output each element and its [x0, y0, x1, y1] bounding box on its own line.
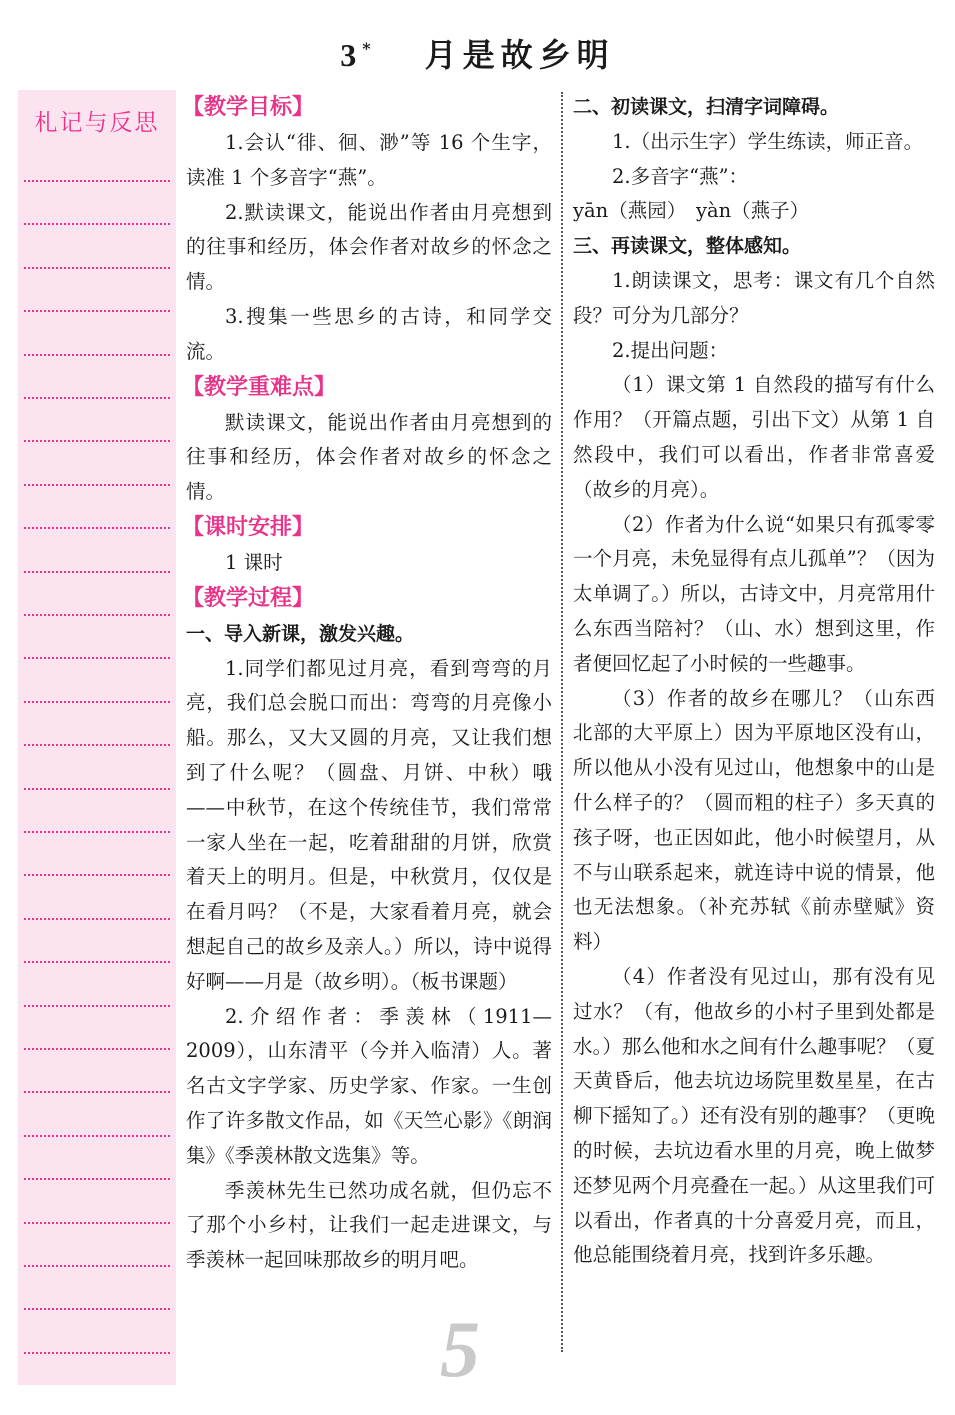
note-line	[24, 354, 170, 356]
lesson-title: 月是故乡明	[424, 36, 615, 74]
note-line	[24, 310, 170, 312]
note-line	[24, 657, 170, 659]
step-heading: 二、初读课文，扫清字词障碍。	[573, 96, 840, 118]
note-line	[24, 961, 170, 963]
note-line	[24, 571, 170, 573]
note-line	[24, 267, 170, 269]
section-heading: 【教学过程】	[182, 585, 315, 611]
step-heading: 一、导入新课，激发兴趣。	[186, 622, 415, 645]
note-line	[24, 788, 170, 790]
note-line	[24, 484, 170, 486]
paragraph: 2.提出问题：	[612, 338, 729, 362]
note-line	[24, 397, 170, 399]
paragraph: 2.多音字“燕”：	[612, 164, 749, 188]
note-line	[24, 1352, 170, 1354]
note-line	[24, 1178, 170, 1180]
paragraph: yān（燕园） yàn（燕子）	[573, 199, 810, 223]
note-line	[24, 527, 170, 529]
note-line	[24, 614, 170, 616]
lesson-number: 3	[340, 37, 363, 73]
note-line	[24, 180, 170, 182]
note-line	[24, 440, 170, 442]
page-number: 5	[440, 1306, 480, 1394]
paragraph: 默读课文，能说出作者由月亮想到的往事和经历，体会作者对故乡的怀念之情。	[186, 410, 552, 504]
note-line	[24, 744, 170, 746]
left-column	[182, 90, 552, 1278]
paragraph: 3.搜集一些思乡的古诗，和同学交流。	[186, 304, 552, 363]
paragraph: 2.默读课文，能说出作者由月亮想到的往事和经历，体会作者对故乡的怀念之情。	[186, 200, 552, 294]
paragraph: （3）作者的故乡在哪儿？（山东西北部的大平原上）因为平原地区没有山，所以他从小没有见过山，他想象中的山是什么样子的？（圆而粗的柱子）多天真的孩子呀，也正因如此，他小时候望月，从不与山联系起来，就连诗中说的情景，他也无法想象。（补充苏轼《前赤壁赋》资料）	[573, 686, 935, 954]
paragraph: （4）作者没有见过山，那有没有见过水？（有，他故乡的小村子里到处都是水。）那么他和水之间有什么趣事呢？（夏天黄昏后，他去坑边场院里数星星，在古柳下摇知了。）还有没有别的趣事？（更晚的时候，去坑边看水里的月亮，晚上做梦还梦见两个月亮叠在一起。）从这里我们可以看出，作者真的十分喜爱月亮，而且，他总能围绕着月亮，找到许多乐趣。	[573, 964, 935, 1267]
note-line	[24, 831, 170, 833]
paragraph: 1 课时	[225, 550, 283, 574]
paragraph: 1.朗读课文，思考：课文有几个自然段？可分为几部分？	[573, 268, 935, 327]
page-title	[0, 30, 955, 76]
note-line	[24, 1135, 170, 1137]
section-heading: 【教学重难点】	[182, 374, 337, 400]
note-line	[24, 1091, 170, 1093]
paragraph: 1.（出示生字）学生练读，师正音。	[612, 129, 924, 153]
note-line	[24, 701, 170, 703]
column-divider	[561, 92, 563, 1352]
note-line	[24, 1048, 170, 1050]
paragraph: 1.同学们都见过月亮，看到弯弯的月亮，我们总会脱口而出：弯弯的月亮像小船。那么，又大又圆的月亮，又让我们想到了什么呢？（圆盘、月饼、中秋）哦——中秋节，在这个传统佳节，我们常常一家人坐在一起，吃着甜甜的月饼，欣赏着天上的明月。但是，中秋赏月，仅仅是在看月吗？（不是，大家看着月亮，就会想起自己的故乡及亲人。）所以，诗中说得好啊——月是（故乡明）。（板书课题）	[186, 656, 552, 993]
paragraph: （2）作者为什么说“如果只有孤零零一个月亮，未免显得有点儿孤单”？（因为太单调了。）所以，古诗文中，月亮常用什么东西当陪衬？（山、水）想到这里，作者便回忆起了小时候的一些趣事。	[573, 512, 935, 675]
note-line	[24, 1005, 170, 1007]
paragraph: （1）课文第 1 自然段的描写有什么作用？（开篇点题，引出下文）从第 1 自然段中，我们可以看出，作者非常喜爱（故乡的月亮）。	[573, 373, 935, 501]
notes-sidebar-label: 札记与反思	[34, 110, 160, 136]
section-heading: 【教学目标】	[182, 95, 315, 120]
note-line	[24, 1308, 170, 1310]
note-line	[24, 223, 170, 225]
notes-sidebar	[18, 90, 176, 1385]
note-line	[24, 1265, 170, 1267]
step-heading: 三、再读课文，整体感知。	[573, 235, 802, 258]
optional-lesson-star: *	[362, 39, 377, 59]
paragraph: 季羡林先生已然功成名就，但仍忘不了那个小乡村，让我们一起走进课文，与季羡林一起回味那故乡的明月吧。	[186, 1178, 552, 1272]
paragraph: 1.会认“徘、徊、渺”等 16 个生字，读准 1 个多音字“燕”。	[186, 131, 552, 189]
note-line	[24, 874, 170, 876]
right-column	[573, 90, 935, 1273]
note-line	[24, 918, 170, 920]
paragraph: 2.介绍作者：季羡林（1911—2009），山东清平（今并入临清）人。著名古文字学家、历史学家、作家。一生创作了许多散文作品，如《天竺心影》《朗润集》《季羡林散文选集》等。	[186, 1004, 552, 1167]
note-line	[24, 1222, 170, 1224]
section-heading: 【课时安排】	[182, 514, 315, 540]
